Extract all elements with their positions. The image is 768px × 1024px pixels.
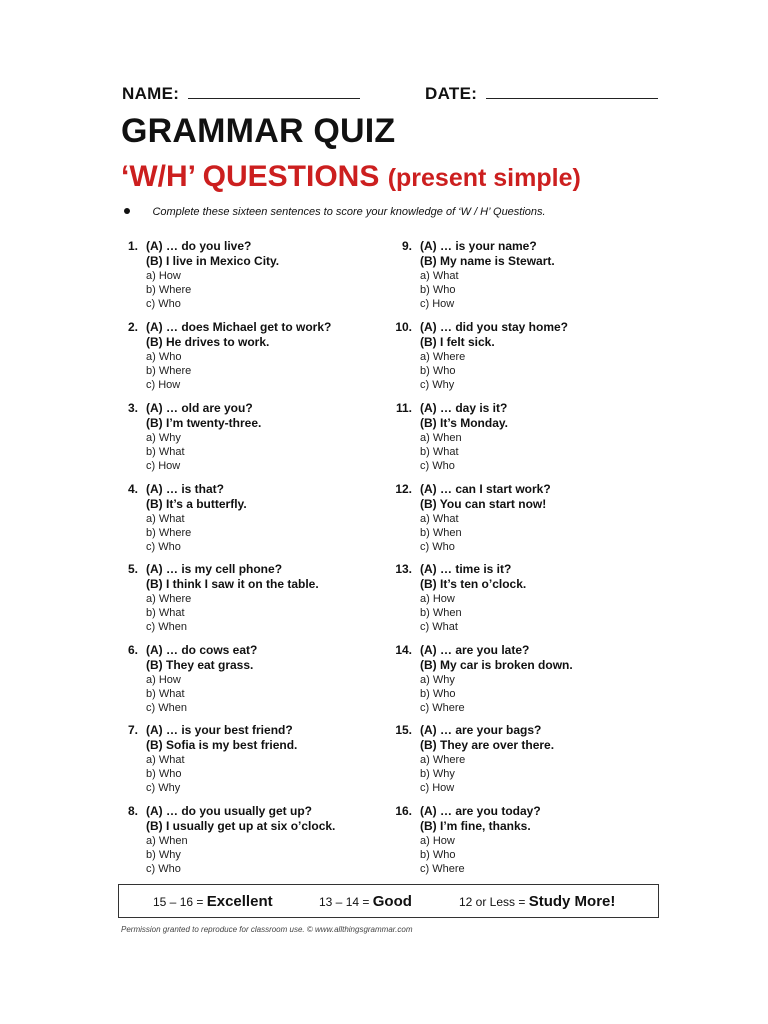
score-label: Excellent [206, 893, 273, 910]
question-number: 16. [395, 804, 412, 818]
option-b: b) Where [146, 365, 192, 377]
question-answer: (B) I’m twenty-three. [146, 416, 262, 430]
option-a: a) How [146, 674, 181, 686]
option-a: a) Who [146, 351, 182, 363]
score-range: 15 – 16 = [153, 895, 204, 909]
option-a: a) How [420, 835, 455, 847]
option-b: b) Why [420, 768, 455, 780]
option-c: c) Where [420, 863, 465, 875]
option-c: c) Why [420, 379, 455, 391]
question-number: 12. [395, 482, 412, 496]
question-number: 14. [395, 643, 412, 657]
name-label: NAME: [122, 84, 180, 103]
question-number: 8. [127, 804, 138, 818]
question-answer: (B) My car is broken down. [420, 658, 573, 672]
option-c: c) When [146, 621, 187, 633]
score-range: 12 or Less = [459, 895, 526, 909]
subtitle-main: ‘W/H’ QUESTIONS [121, 160, 380, 193]
question-answer: (B) Sofia is my best friend. [146, 738, 298, 752]
score-good [319, 893, 412, 910]
question-answer: (B) I felt sick. [420, 335, 495, 349]
question-answer: (B) It’s Monday. [420, 416, 508, 430]
score-label: Good [372, 893, 412, 910]
date-field [425, 84, 658, 104]
question-number: 3. [127, 401, 138, 415]
question-prompt: (A) … time is it? [420, 562, 512, 576]
option-a: a) Where [420, 351, 466, 363]
question-number: 5. [127, 562, 138, 576]
option-b: b) When [420, 527, 462, 539]
question-prompt: (A) … do cows eat? [146, 643, 258, 657]
question-answer: (B) I live in Mexico City. [146, 254, 280, 268]
option-c: c) Where [420, 702, 465, 714]
option-a: a) When [146, 835, 188, 847]
option-a: a) What [146, 754, 185, 766]
question-prompt: (A) … is your best friend? [146, 723, 293, 737]
option-a: a) What [146, 513, 185, 525]
question-number: 11. [395, 401, 412, 415]
subtitle-paren: (present simple) [387, 164, 581, 192]
option-b: b) When [420, 607, 462, 619]
option-c: c) Who [420, 460, 455, 472]
option-a: a) When [420, 432, 462, 444]
option-b: b) Who [420, 284, 456, 296]
question-number: 15. [395, 723, 412, 737]
question-number: 1. [127, 239, 138, 253]
question-answer: (B) It’s ten o’clock. [420, 577, 527, 591]
option-a: a) Why [420, 674, 455, 686]
option-c: c) How [420, 782, 455, 794]
option-b: b) What [420, 446, 459, 458]
option-b: b) What [146, 446, 185, 458]
question-answer: (B) He drives to work. [146, 335, 270, 349]
question-number: 2. [127, 320, 138, 334]
question-prompt: (A) … are you today? [420, 804, 541, 818]
option-a: a) What [420, 270, 459, 282]
score-study-more [459, 893, 615, 910]
question-prompt: (A) … is my cell phone? [146, 562, 283, 576]
option-a: a) How [420, 593, 455, 605]
question-prompt: (A) … old are you? [146, 401, 253, 415]
option-a: a) Why [146, 432, 181, 444]
permission-note: Permission granted to reproduce for classroom use. © www.allthingsgrammar.com [121, 925, 413, 934]
question-answer: (B) They are over there. [420, 738, 555, 752]
name-blank-line [188, 84, 360, 99]
question-prompt: (A) … does Michael get to work? [146, 320, 332, 334]
question-prompt: (A) … can I start work? [420, 482, 551, 496]
option-c: c) How [146, 379, 181, 391]
option-a: a) What [420, 513, 459, 525]
option-b: b) What [146, 688, 185, 700]
question-prompt: (A) … is your name? [420, 239, 537, 253]
option-b: b) Where [146, 284, 192, 296]
option-b: b) Where [146, 527, 192, 539]
option-b: b) Who [420, 365, 456, 377]
date-label: DATE: [425, 84, 478, 103]
option-a: a) Where [146, 593, 192, 605]
question-number: 4. [127, 482, 138, 496]
score-label: Study More! [528, 893, 616, 910]
page-subtitle [121, 160, 581, 194]
option-c: c) Who [420, 541, 455, 553]
instruction-line [124, 202, 546, 220]
name-field [122, 84, 360, 104]
question-prompt: (A) … are you late? [420, 643, 530, 657]
question-answer: (B) I’m fine, thanks. [420, 819, 531, 833]
question-prompt: (A) … do you usually get up? [146, 804, 312, 818]
question-number: 7. [127, 723, 138, 737]
score-excellent [153, 893, 273, 910]
score-key-box [118, 884, 659, 918]
option-c: c) What [420, 621, 458, 633]
option-b: b) Why [146, 849, 181, 861]
question-answer: (B) I usually get up at six o’clock. [146, 819, 336, 833]
question-number: 13. [395, 562, 412, 576]
question-number: 10. [395, 320, 412, 334]
question-prompt: (A) … day is it? [420, 401, 508, 415]
option-c: c) Who [146, 863, 181, 875]
option-c: c) How [420, 298, 455, 310]
question-answer: (B) They eat grass. [146, 658, 254, 672]
question-number: 9. [401, 239, 412, 253]
date-blank-line [486, 84, 658, 99]
option-b: b) Who [146, 768, 182, 780]
score-range: 13 – 14 = [319, 895, 370, 909]
option-c: c) How [146, 460, 181, 472]
instruction-text: Complete these sixteen sentences to score your knowledge of ‘W / H’ Questions. [152, 206, 546, 218]
option-c: c) When [146, 702, 187, 714]
option-a: a) How [146, 270, 181, 282]
option-c: c) Who [146, 298, 181, 310]
option-a: a) Where [420, 754, 466, 766]
option-c: c) Who [146, 541, 181, 553]
question-number: 6. [127, 643, 138, 657]
question-answer: (B) I think I saw it on the table. [146, 577, 319, 591]
option-b: b) What [146, 607, 185, 619]
page-title: GRAMMAR QUIZ [121, 112, 396, 150]
question-answer: (B) It’s a butterfly. [146, 497, 247, 511]
bullet-icon [124, 208, 130, 214]
question-prompt: (A) … did you stay home? [420, 320, 569, 334]
question-prompt: (A) … do you live? [146, 239, 252, 253]
question-answer: (B) My name is Stewart. [420, 254, 555, 268]
option-b: b) Who [420, 849, 456, 861]
option-b: b) Who [420, 688, 456, 700]
question-prompt: (A) … are your bags? [420, 723, 542, 737]
question-prompt: (A) … is that? [146, 482, 224, 496]
question-answer: (B) You can start now! [420, 497, 547, 511]
option-c: c) Why [146, 782, 181, 794]
